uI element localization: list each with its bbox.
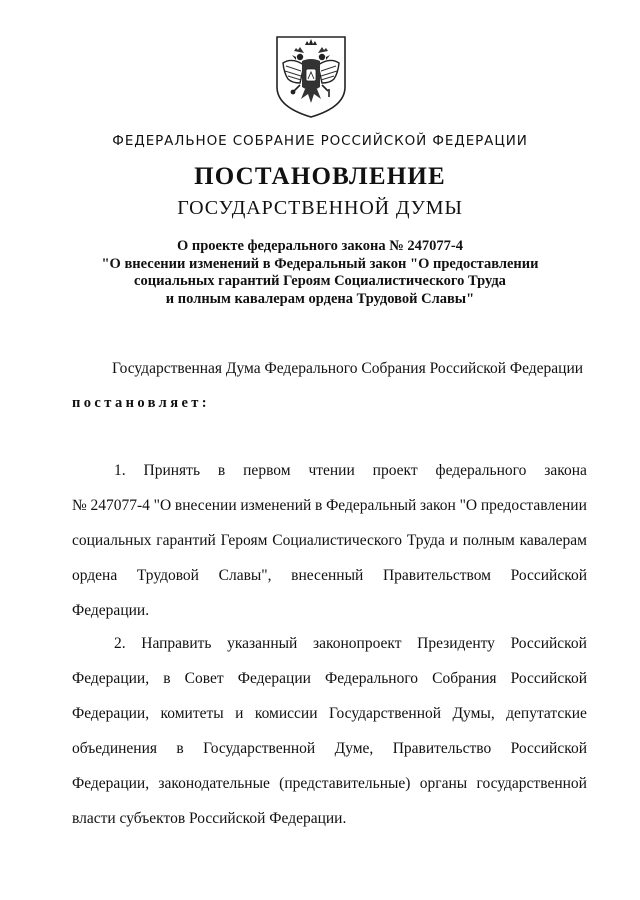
topic-line: "О внесении изменений в Федеральный закон "О предоставлении [101,255,539,272]
decree-word: постановляет: [72,395,211,411]
word: "О [153,497,172,514]
word: в [163,670,171,687]
word: в [315,497,323,514]
word: в [217,462,226,479]
word: Российской [510,740,587,757]
word: 2. [114,635,126,652]
word: Совет [184,670,224,687]
word: Труда [406,532,445,549]
word: государственной [476,775,587,792]
organization-name: ФЕДЕРАЛЬНОЕ СОБРАНИЕ РОССИЙСКОЙ ФЕДЕРАЦИИ [112,133,528,149]
word: 1. [114,462,126,479]
paragraph-line: власти субъектов Российской Федерации. [72,810,347,827]
word: депутатские [506,705,587,722]
intro-text: Государственная Дума Федерального Собрания Российской Федерации [112,360,584,377]
paragraph-line [72,453,587,488]
word: изменений [240,497,312,514]
word: гарантий [156,532,216,549]
word: Государственной [328,705,442,722]
word: кавалерам [519,532,587,549]
resolution-topic [60,238,580,308]
word: "О [459,497,478,514]
russian-coat-of-arms-icon [274,33,348,119]
word: законопроект [312,635,402,652]
word: (представительные) [279,775,411,792]
paragraph-1 [72,453,587,628]
word: Славы", [218,567,272,584]
topic-line: и полным кавалерам ордена Трудовой Славы" [165,290,475,307]
word: Федеральный [326,497,417,514]
word: Трудовой [136,567,199,584]
word: проект [372,462,418,479]
document-title: ПОСТАНОВЛЕНИЕ [194,163,446,190]
paragraph-line [72,523,587,558]
word: органы [419,775,468,792]
word: комиссии [254,705,318,722]
word: полным [462,532,515,549]
word: внесении [174,497,237,514]
word: Социалистического [272,532,403,549]
word: и [235,705,244,722]
word: Федерального [325,670,419,687]
paragraph-line [72,696,587,731]
paragraph-2 [72,626,587,836]
word: указанный [227,635,298,652]
word: в [176,740,184,757]
word: и [449,532,458,549]
word: Правительством [382,567,491,584]
paragraph-line [72,488,587,523]
word: Собрания [432,670,497,687]
paragraph-line [72,661,587,696]
word: № [72,497,87,514]
word: Президенту [417,635,495,652]
paragraph-line [72,626,587,661]
word: законодательные [158,775,270,792]
paragraph-line [72,731,587,766]
word: Федерации [237,670,311,687]
word: Принять [143,462,201,479]
word: Государственной [203,740,316,757]
word: федерального [435,462,527,479]
word: Российской [510,635,587,652]
word: Думы, [452,705,495,722]
word: Правительство [392,740,492,757]
paragraph-line [72,558,587,593]
word: 247077-4 [90,497,150,514]
topic-line: О проекте федерального закона № 247077-4 [176,238,464,254]
topic-line: социальных гарантий Героям Социалистического Труда [134,273,506,289]
word: комитеты [160,705,224,722]
word: Российской [510,567,587,584]
word: Героям [220,532,268,549]
paragraph-line [72,766,587,801]
document-subtitle: ГОСУДАРСТВЕННОЙ ДУМЫ [177,197,463,219]
word: Федерации, [72,705,150,722]
word: Федерации, [72,670,150,687]
word: закона [544,462,587,479]
word: объединения [72,740,158,757]
word: Российской [510,670,587,687]
word: Думе, [334,740,374,757]
word: первом [243,462,291,479]
word: Направить [141,635,212,652]
word: социальных [72,532,152,549]
word: ордена [72,567,118,584]
word: внесенный [291,567,364,584]
word: закон [420,497,456,514]
word: чтении [308,462,355,479]
word: Федерации, [72,775,150,792]
paragraph-line: Федерации. [72,602,150,619]
word: предоставлении [480,497,587,514]
